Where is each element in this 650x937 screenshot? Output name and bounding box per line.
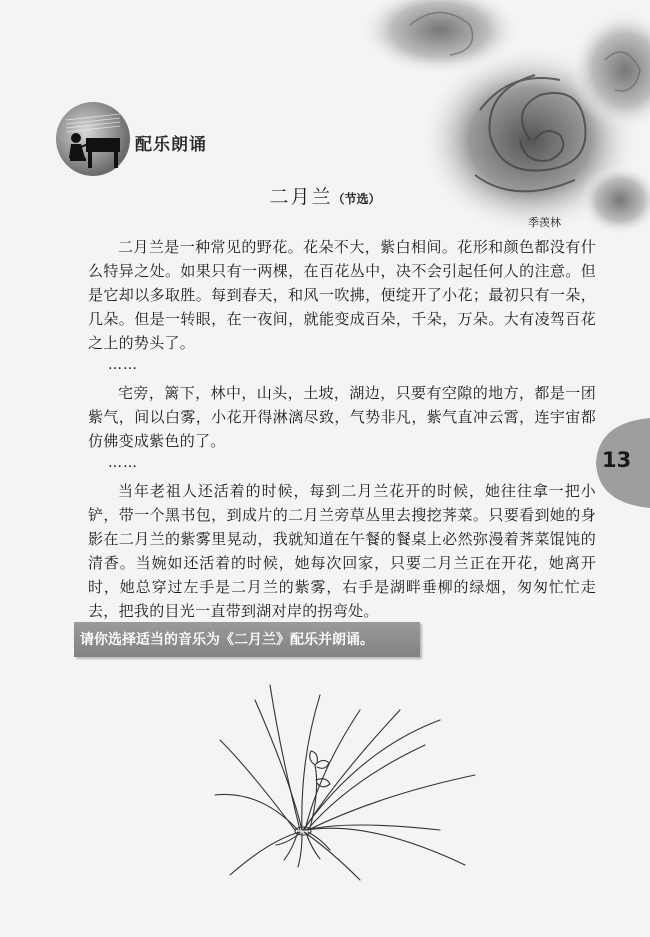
- prompt-text: 请你选择适当的音乐为《二月兰》配乐并朗诵。: [80, 632, 374, 648]
- paragraph-2: 宅旁，篱下，林中，山头，土坡，湖边，只要有空隙的地方，都是一团紫气，间以白雾，小花开得淋漓尽致，气势非凡，紫气直冲云霄，连宇宙都仿佛变成紫色的了。: [88, 384, 596, 450]
- poem-author: 季羡林: [528, 216, 561, 229]
- poem-title-note: （节选）: [332, 192, 381, 206]
- paragraph-3: 当年老祖人还活着的时候，每到二月兰花开的时候，她往往拿一把小铲，带一个黑书包，到成片的二月兰旁草丛里去搜挖荠菜。只要看到她的身影在二月兰的紫雾里晃动，我就知道在午餐的餐桌上必然弥漫着荠菜馄饨的清香。当婉如还活着的时候，她每次回家，只要二月兰正在开花，她离开时，她总穿过左手是二月兰的紫雾，右手是湖畔垂柳的绿烟，匆匆忙忙走去，把我的目光一直带到湖对岸的拐弯处。: [88, 482, 596, 620]
- poem-title: [0, 182, 650, 209]
- piano-player-icon: [54, 100, 132, 178]
- orchid-illustration: [210, 680, 480, 885]
- poem-body: [88, 235, 596, 623]
- poem-title-text: 二月兰: [269, 186, 333, 208]
- paragraph-1: 二月兰是一种常见的野花。花朵不大，紫白相间。花形和颜色都没有什么特异之处。如果只有一两棵，在百花丛中，决不会引起任何人的注意。但是它却以多取胜。每到春天，和风一吹拂，便绽开了小花；最初只有一朵，几朵。但是一转眼，在一夜间，就能变成百朵，千朵，万朵。大有凌驾百花之上的势头了。: [88, 238, 596, 352]
- section-title: 配乐朗诵: [135, 135, 207, 155]
- page-number: 13: [602, 448, 632, 472]
- ellipsis-2: ……: [108, 455, 138, 471]
- ellipsis-1: ……: [108, 357, 138, 373]
